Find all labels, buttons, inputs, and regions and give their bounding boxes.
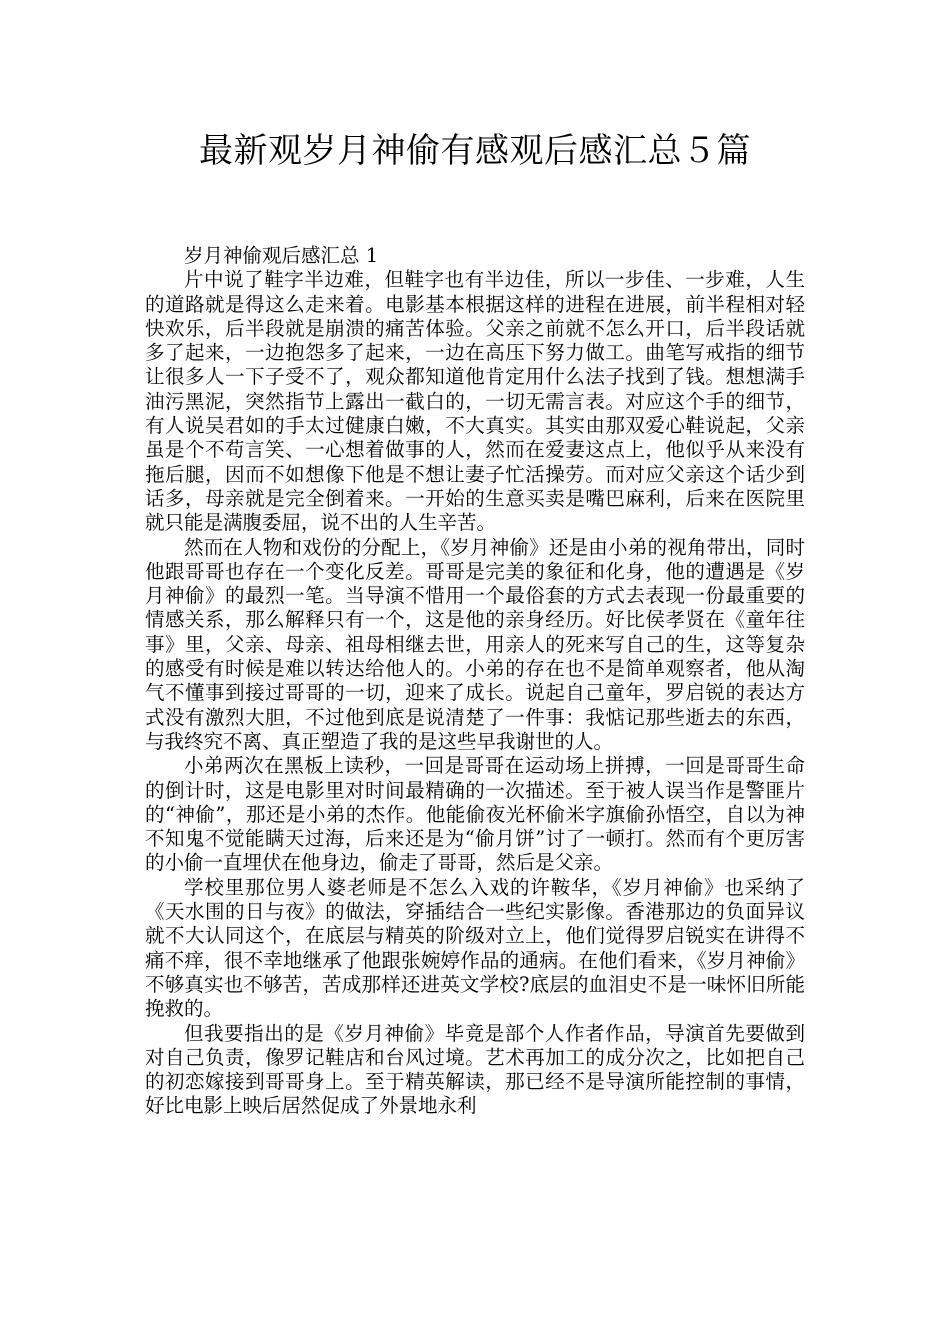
paragraph-2: 然而在人物和戏份的分配上，《岁月神偷》还是由小弟的视角带出，同时他跟哥哥也存在一个变化反差。哥哥是完美的象征和化身，他的遭遇是《岁月神偷》的最烈一笔。当导演不惜用一个最俗套的方式去表现一份最重要的情感关系，那么解释只有一个，这是他的亲身经历。好比侯孝贤在《童年往事》里，父亲、母亲、祖母相继去世，用亲人的死来写自己的生，这等复杂的感受有时候是难以转达给他人的。小弟的存在也不是简单观察者，他从淘气不懂事到接过哥哥的一切，迎来了成长。说起自己童年，罗启锐的表达方式没有激烈大胆，不过他到底是说清楚了一件事：我惦记那些逝去的东西，与我终究不离、真正塑造了我的是这些早我谢世的人。 bbox=[145, 535, 805, 753]
paragraph-5: 但我要指出的是《岁月神偷》毕竟是部个人作者作品，导演首先要做到对自己负责，像罗记鞋店和台风过境。艺术再加工的成分次之，比如把自己的初恋嫁接到哥哥身上。至于精英解读，那已经不是导演所能控制的事情，好比电影上映后居然促成了外景地永利 bbox=[145, 1021, 805, 1118]
section-heading: 岁月神偷观后感汇总 1 bbox=[184, 244, 379, 267]
paragraph-4: 学校里那位男人婆老师是不怎么入戏的许鞍华，《岁月神偷》也采纳了《天水围的日与夜》的做法，穿插结合一些纪实影像。香港那边的负面异议就不大认同这个，在底层与精英的阶级对立上，他们觉得罗启锐实在讲得不痛不痒，很不幸地继承了他跟张婉婷作品的通病。在他们看来，《岁月神偷》不够真实也不够苦，苦成那样还进英文学校?底层的血泪史不是一味怀旧所能挽救的。 bbox=[145, 875, 805, 1021]
document-body bbox=[145, 244, 805, 1119]
document-title: 最新观岁月神偷有感观后感汇总５篇 bbox=[199, 131, 751, 171]
paragraph-3: 小弟两次在黑板上读秒，一回是哥哥在运动场上拼搏，一回是哥哥生命的倒计时，这是电影里对时间最精确的一次描述。至于被人误当作是警匪片的“神偷”，那还是小弟的杰作。他能偷夜光杯偷米字旗偷孙悟空，自以为神不知鬼不觉能瞒天过海，后来还是为“偷月饼”讨了一顿打。然而有个更厉害的小偷一直埋伏在他身边，偷走了哥哥，然后是父亲。 bbox=[145, 754, 805, 875]
paragraph-1: 片中说了鞋字半边难，但鞋字也有半边佳，所以一步佳、一步难，人生的道路就是得这么走来着。电影基本根据这样的进程在进展，前半程相对轻快欢乐，后半段就是崩溃的痛苦体验。父亲之前就不怎么开口，后半段话就多了起来，一边抱怨多了起来，一边在高压下努力做工。曲笔写戒指的细节让很多人一下子受不了，观众都知道他肯定用什么法子找到了钱。想想满手油污黑泥，突然指节上露出一截白的，一切无需言表。对应这个手的细节，有人说吴君如的手太过健康白嫩，不大真实。其实由那双爱心鞋说起，父亲虽是个不苟言笑、一心想着做事的人，然而在爱妻这点上，他似乎从来没有拖后腿，因而不如想像下他是不想让妻子忙活操劳。而对应父亲这个话少到话多，母亲就是完全倒着来。一开始的生意买卖是嘴巴麻利，后来在医院里就只能是满腹委屈，说不出的人生辛苦。 bbox=[145, 268, 805, 535]
